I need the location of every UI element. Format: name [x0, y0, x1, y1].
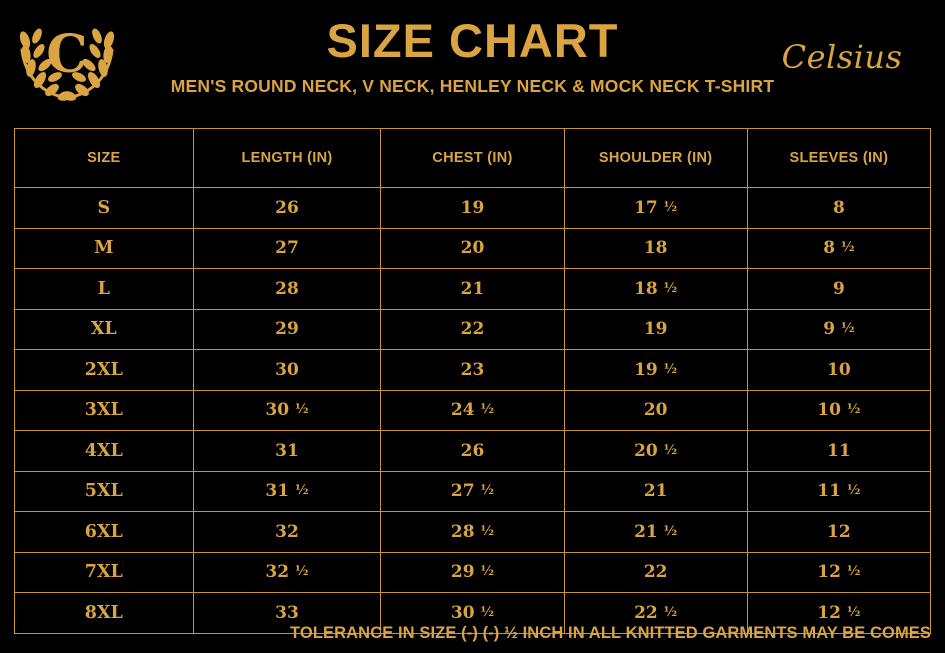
cell-sleeves: 10: [747, 350, 930, 391]
cell-sleeves: 10 ½: [747, 390, 930, 431]
cell-chest: 27 ½: [381, 471, 564, 512]
cell-length: 33: [193, 593, 381, 634]
cell-shoulder: 22: [564, 552, 747, 593]
table-row: [15, 552, 931, 593]
cell-shoulder: 19: [564, 309, 747, 350]
cell-shoulder: 17 ½: [564, 188, 747, 229]
table-row: [15, 269, 931, 310]
cell-shoulder: 18 ½: [564, 269, 747, 310]
table-row: [15, 188, 931, 229]
table-row: [15, 228, 931, 269]
table-row: [15, 431, 931, 472]
cell-length: 32: [193, 512, 381, 553]
cell-size: 8XL: [15, 593, 194, 634]
cell-chest: 23: [381, 350, 564, 391]
cell-size: XL: [15, 309, 194, 350]
cell-length: 31 ½: [193, 471, 381, 512]
cell-chest: 29 ½: [381, 552, 564, 593]
cell-chest: 21: [381, 269, 564, 310]
cell-chest: 24 ½: [381, 390, 564, 431]
title-block: [130, 14, 815, 97]
cell-length: 30: [193, 350, 381, 391]
cell-length: 28: [193, 269, 381, 310]
size-chart-table: [14, 128, 931, 634]
cell-length: 30 ½: [193, 390, 381, 431]
table-body: [15, 188, 931, 634]
cell-shoulder: 20: [564, 390, 747, 431]
cell-size: 4XL: [15, 431, 194, 472]
column-header-size: SIZE: [15, 129, 194, 188]
cell-chest: 20: [381, 228, 564, 269]
cell-length: 29: [193, 309, 381, 350]
cell-shoulder: 21 ½: [564, 512, 747, 553]
column-header-sleeves: SLEEVES (IN): [747, 129, 930, 188]
cell-length: 31: [193, 431, 381, 472]
laurel-wreath-c-logo-icon: [8, 10, 126, 106]
cell-shoulder: 22 ½: [564, 593, 747, 634]
cell-sleeves: 9 ½: [747, 309, 930, 350]
cell-shoulder: 21: [564, 471, 747, 512]
cell-sleeves: 8 ½: [747, 228, 930, 269]
cell-chest: 19: [381, 188, 564, 229]
cell-length: 32 ½: [193, 552, 381, 593]
tolerance-note: TOLERANCE IN SIZE (-) (-) ½ INCH IN ALL KNITTED GARMENTS MAY BE COMES: [290, 624, 931, 642]
cell-sleeves: 12 ½: [747, 593, 930, 634]
cell-shoulder: 19 ½: [564, 350, 747, 391]
column-header-chest: CHEST (IN): [381, 129, 564, 188]
page-title: SIZE CHART: [326, 14, 619, 67]
svg-text:C: C: [46, 24, 88, 85]
column-header-shoulder: SHOULDER (IN): [564, 129, 747, 188]
table-row: [15, 309, 931, 350]
cell-shoulder: 18: [564, 228, 747, 269]
cell-sleeves: 11 ½: [747, 471, 930, 512]
cell-sleeves: 9: [747, 269, 930, 310]
cell-sleeves: 12 ½: [747, 552, 930, 593]
cell-shoulder: 20 ½: [564, 431, 747, 472]
table-row: [15, 350, 931, 391]
cell-size: 7XL: [15, 552, 194, 593]
header: [0, 0, 945, 122]
cell-size: L: [15, 269, 194, 310]
cell-size: 2XL: [15, 350, 194, 391]
cell-size: 6XL: [15, 512, 194, 553]
column-header-length: LENGTH (IN): [193, 129, 381, 188]
page-subtitle: MEN'S ROUND NECK, V NECK, HENLEY NECK & MOCK NECK T-SHIRT: [170, 76, 775, 97]
brand-wordmark: Celsius: [781, 38, 903, 76]
cell-size: M: [15, 228, 194, 269]
cell-length: 27: [193, 228, 381, 269]
table-row: [15, 390, 931, 431]
cell-chest: 26: [381, 431, 564, 472]
cell-sleeves: 11: [747, 431, 930, 472]
table-header: [15, 129, 931, 188]
size-chart-table-wrapper: [14, 128, 931, 634]
cell-sleeves: 12: [747, 512, 930, 553]
cell-size: S: [15, 188, 194, 229]
cell-size: 5XL: [15, 471, 194, 512]
cell-chest: 28 ½: [381, 512, 564, 553]
cell-size: 3XL: [15, 390, 194, 431]
cell-chest: 22: [381, 309, 564, 350]
cell-length: 26: [193, 188, 381, 229]
cell-chest: 30 ½: [381, 593, 564, 634]
table-row: [15, 512, 931, 553]
table-row: [15, 471, 931, 512]
table-header-row: [15, 129, 931, 188]
cell-sleeves: 8: [747, 188, 930, 229]
